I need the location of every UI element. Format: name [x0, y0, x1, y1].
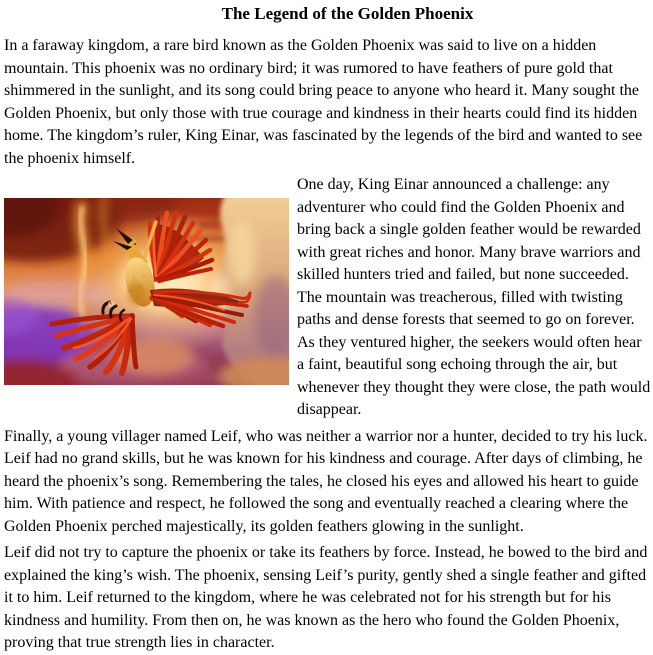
phoenix-illustration	[4, 198, 289, 385]
page-title: The Legend of the Golden Phoenix	[221, 4, 474, 23]
document-page	[0, 3, 653, 655]
media-row	[4, 174, 651, 422]
story-paragraph-3: Finally, a young villager named Leif, who was neither a warrior nor a hunter, decided to try his luck. Leif had no grand skills, but he was known for his kindness and courage. After days of climbing, he heard the phoenix’s song. Remembering the tales, he closed his eyes and allowed his heart to guide him. With patience and respect, he followed the song and eventually reached a clearing where the Golden Phoenix perched majestically, its golden feathers glowing in the sunlight.	[4, 427, 648, 535]
story-paragraph-2: One day, King Einar announced a challenge: any adventurer who could find the Golden Phoenix and bring back a single golden feather would be rewarded with great riches and honor. Many brave warriors and skilled hunters tried and failed, but none succeeded. The mountain was treacherous, filled with twisting paths and dense forests that seemed to go on forever. As they ventured higher, the seekers would often hear a faint, beautiful song echoing through the air, but whenever they thought they were close, the path would disappear.	[297, 176, 651, 418]
story-paragraph-1: In a faraway kingdom, a rare bird known as the Golden Phoenix was said to live on a hidden mountain. This phoenix was no ordinary bird; it was rumored to have feathers of pure gold that shimmered in the sunlight, and its song could bring peace to anyone who heard it. Many sought the Golden Phoenix, but only those with true courage and kindness in their hearts could find its hidden home. The kingdom’s ruler, King Einar, was fascinated by the legends of the bird and wanted to see the phoenix himself.	[4, 37, 643, 167]
story-paragraph-4: Leif did not try to capture the phoenix or take its feathers by force. Instead, he bowed to the bird and explained the king’s wish. The phoenix, sensing Leif’s purity, gently shed a single feather and gifted it to him. Leif returned to the kingdom, where he was celebrated not for his strength but for his kindness and humility. From then on, he was known as the hero who found the Golden Phoenix, proving that true strength lies in character.	[4, 544, 648, 651]
phoenix-illustration-canvas	[4, 198, 289, 385]
